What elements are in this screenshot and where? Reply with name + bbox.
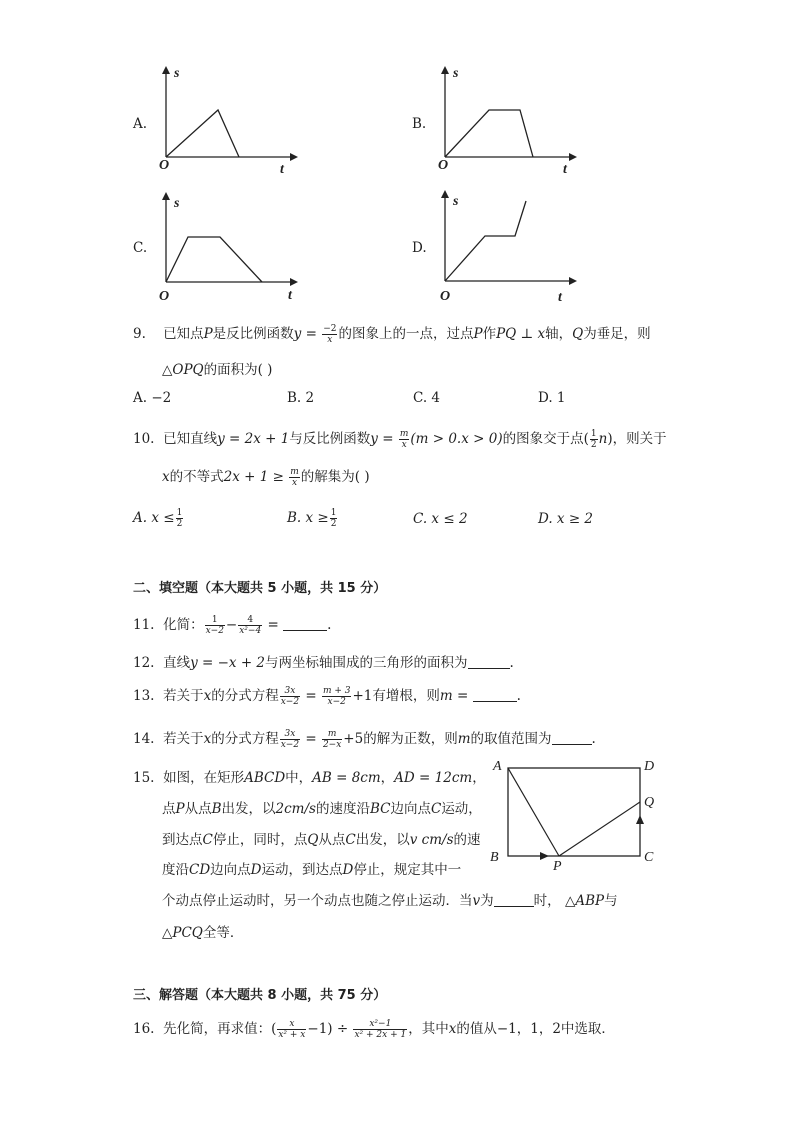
q15-line5: 个动点停止运动时，另一个动点也随之停止运动．当v为 时， △ABP与 — [162, 893, 618, 909]
q9-number: 9. — [133, 326, 146, 342]
q10-choice-b: B. x ≥ $\frac{1}{2}$ — [287, 508, 337, 529]
rectangle-abcd — [508, 768, 640, 856]
section-3-heading: 三、解答题（本大题共 8 小题，共 75 分） — [133, 988, 387, 1003]
q15-answer-blank[interactable] — [494, 894, 534, 907]
q9-fraction: $\frac{-2}{x}$ — [323, 324, 337, 345]
graph-b-s-label: s — [453, 66, 459, 81]
q15-line6: △PCQ全等． — [162, 925, 244, 941]
q13: 13. 若关于x的分式方程 $\frac{3x}{x-2}$ = $\frac{m + 3}{x-2}$ +1有增根，则m = . — [133, 686, 521, 707]
q9-choice-a: A. −2 — [133, 390, 172, 406]
q15-line1: 15. 如图，在矩形ABCD中，AB = 8cm，AD = 12cm， — [133, 770, 486, 786]
fig-label-b: B — [490, 850, 499, 865]
q9-choice-b: B. 2 — [287, 390, 315, 406]
graph-a-t-label: t — [280, 162, 284, 177]
q12: 12. 直线y = −x + 2与两坐标轴围成的三角形的面积为 . — [133, 655, 514, 671]
graph-d-t-label: t — [558, 290, 562, 305]
arrow-cd — [636, 815, 644, 824]
graph-d-s-label: s — [453, 194, 459, 209]
q10-choice-a: A. x ≤ $\frac{1}{2}$ — [133, 508, 183, 529]
q14: 14. 若关于x的分式方程 $\frac{3x}{x-2}$ = $\frac{m}{2-x}$ +5的解为正数，则m的取值范围为 . — [133, 729, 596, 750]
q15-rectangle-figure — [500, 762, 650, 867]
q14-answer-blank[interactable] — [552, 732, 592, 745]
q9-choice-d: D. 1 — [538, 390, 566, 406]
q15-line4: 度沿CD边向点D运动，到达点D停止，规定其中一 — [162, 862, 462, 878]
graph-b-t-label: t — [563, 162, 567, 177]
option-c-label: C. — [133, 240, 148, 256]
graph-d-origin: O — [440, 289, 451, 304]
q10-choice-c: C. x ≤ 2 — [413, 511, 468, 527]
q13-answer-blank[interactable] — [473, 689, 517, 702]
graph-c-s-label: s — [174, 196, 180, 211]
q15-line2: 点P从点B出发，以2cm/s的速度沿BC边向点C运动， — [162, 801, 482, 817]
graph-c-origin: O — [159, 289, 170, 304]
arrow-bc — [540, 852, 549, 860]
option-d-label: D. — [412, 240, 427, 256]
fig-label-a: A — [493, 759, 502, 774]
fig-label-p: P — [553, 859, 562, 874]
q10-fraction-m-x: $\frac{m}{x}$ — [399, 429, 409, 450]
segment-ap — [508, 768, 559, 856]
fig-label-q: Q — [644, 795, 655, 810]
q10-number: 10. — [133, 431, 155, 447]
section-2-heading: 二、填空题（本大题共 5 小题，共 15 分） — [133, 581, 387, 596]
fig-label-c: C — [644, 850, 654, 865]
graph-a-s-label: s — [174, 66, 180, 81]
q11-answer-blank[interactable] — [283, 618, 327, 631]
q9-choice-c: C. 4 — [413, 390, 441, 406]
option-a-label: A. — [133, 116, 148, 132]
q10-line1: 10. 已知直线y = 2x + 1与反比例函数y = $\frac{m}{x}$ (m > 0.x > 0)的图象交于点( $\frac{1}{2}$ n)，则关于 — [133, 429, 667, 450]
q10-choice-d: D. x ≥ 2 — [538, 511, 594, 527]
graph-a-line — [166, 110, 239, 157]
option-b-label: B. — [412, 116, 427, 132]
q9-line1: 9. 已知点P是反比例函数y = $\frac{-2}{x}$ 的图象上的一点，过点P作PQ ⊥ x轴，Q为垂足，则 — [133, 324, 651, 345]
q10-line2: x的不等式2x + 1 ≥ $\frac{m}{x}$ 的解集为( ) — [162, 467, 370, 488]
graph-c-t-label: t — [288, 288, 292, 303]
q11: 11. 化简： $\frac{1}{x-2}$ − $\frac{4}{\text{x²−4}}$ = . — [133, 615, 332, 636]
graph-b-origin: O — [438, 158, 449, 173]
q15-line3: 到达点C停止，同时，点Q从点C出发，以v cm/s的速 — [162, 832, 481, 848]
q10-inequality-fraction: $\frac{m}{x}$ — [290, 467, 299, 488]
q9-line2: △OPQ的面积为( ) — [162, 362, 273, 378]
q16: 16. 先化简，再求值：( $\frac{x}{\text{x² + x}}$ −1) ÷ $\frac{\text{x²−1}}{\text{x² + 2x + 1}}$ ，其中x的值从−1，1，2中选取． — [133, 1019, 615, 1040]
fig-label-d: D — [644, 759, 655, 774]
graph-b-line — [445, 110, 533, 157]
q12-answer-blank[interactable] — [468, 656, 510, 669]
q10-point-fraction: $\frac{1}{2}$ — [590, 429, 597, 450]
graph-a-origin: O — [159, 158, 170, 173]
graph-d-line — [445, 201, 526, 281]
graph-c-line — [166, 237, 262, 282]
segment-pq — [559, 802, 640, 856]
